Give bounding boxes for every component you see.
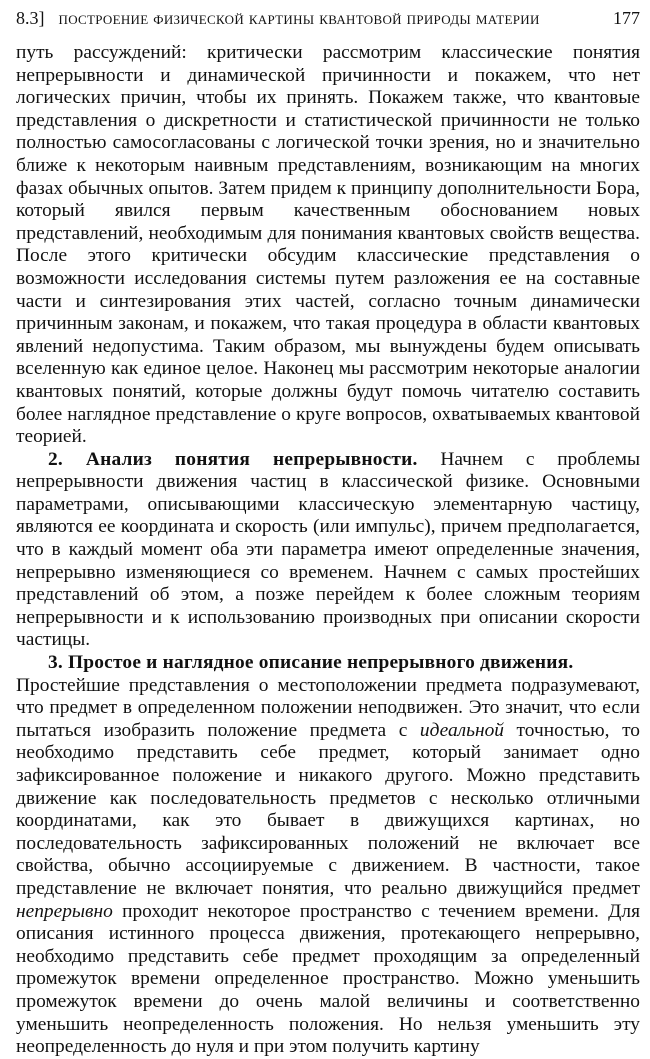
paragraph-1 <box>16 42 640 449</box>
section-number: 8.3] <box>16 8 45 28</box>
paragraph-3-text-3: проходит некоторое пространство с течением времени. Для описания истинного процесса движения, протекающего непрерывно, необходимо представить себе предмет проходящим за определенный промежуток времени определенное пространство. Можно уменьшить промежуток времени до очень малой величины и соответственно уменьшить неопределенность положения. Но нельзя уменьшить эту неопределенность до нуля и при этом получить картину <box>16 900 640 1058</box>
section-2-heading: 2. Анализ понятия непрерывности. <box>48 448 418 470</box>
paragraph-1-text: путь рассуждений: критически рассмотрим классические понятия непрерывности и динамической причинности и покажем, что нет логических причин, чтобы их принять. Покажем также, что квантовые представления о дискретности и статистической причинности не только полностью самосогласованы с логической точки зрения, но и значительно ближе к некоторым наивным представлениям, возникающим на многих фазах обычных опытов. Затем придем к принципу дополнительности Бора, который явился первым качественным обоснованием новых представлений, необходимым для понимания квантовых свойств вещества. После этого критически обсудим классические представления о возможности исследования системы путем разложения ее на составные части и синтезирования этих частей, согласно точным динамически причинным законам, и покажем, что такая процедура в области квантовых явлений недопустима. Таким образом, мы вынуждены будем описывать вселенную как единое целое. Наконец мы рассмотрим некоторые аналогии квантовых понятий, которые должны будут помочь читателю составить более наглядное представление о круге вопросов, охватываемых квантовой теорией. <box>16 42 640 448</box>
paragraph-3-heading-line <box>16 652 640 675</box>
running-title: построение физической картины квантовой природы материи <box>58 8 540 28</box>
paragraph-3 <box>16 675 640 1059</box>
page-number: 177 <box>613 8 640 28</box>
paragraph-3-text-2: точностью, то необходимо представить себе предмет, который занимает одно зафиксированное положение и никакого другого. Можно представить движение как последовательность предметов с несколько отличными координатами, как это бывает в движущихся картинах, но последовательность зафиксированных положений не включает все свойства, обычно ассоциируемые с движением. В частности, такое представление не включает понятия, что реально движущийся предмет <box>16 719 640 899</box>
paragraph-3-text-1: Простейшие представления о местоположении предмета подразумевают, что предмет в определенном положении неподвижен. Это значит, что если пытаться изобразить положение предмета с <box>16 674 640 741</box>
running-header <box>16 6 640 30</box>
italic-ideal: идеальной <box>419 719 504 741</box>
paragraph-2 <box>16 449 640 652</box>
italic-continuously: непрерывно <box>16 900 113 922</box>
paragraph-2-text: Начнем с проблемы непрерывности движения частиц в классической физике. Основными параметрами, описывающими классическую элементарную частицу, являются ее координата и скорость (или импульс), причем предполагается, что в каждый момент оба эти параметра имеют определенные значения, непрерывно изменяющиеся со временем. Начнем с самых простейших представлений об этом, а позже перейдем к более сложным теориям непрерывности и к использованию производных при описании скорости частицы. <box>16 448 640 651</box>
section-3-heading: 3. Простое и наглядное описание непрерывного движения. <box>48 652 574 674</box>
